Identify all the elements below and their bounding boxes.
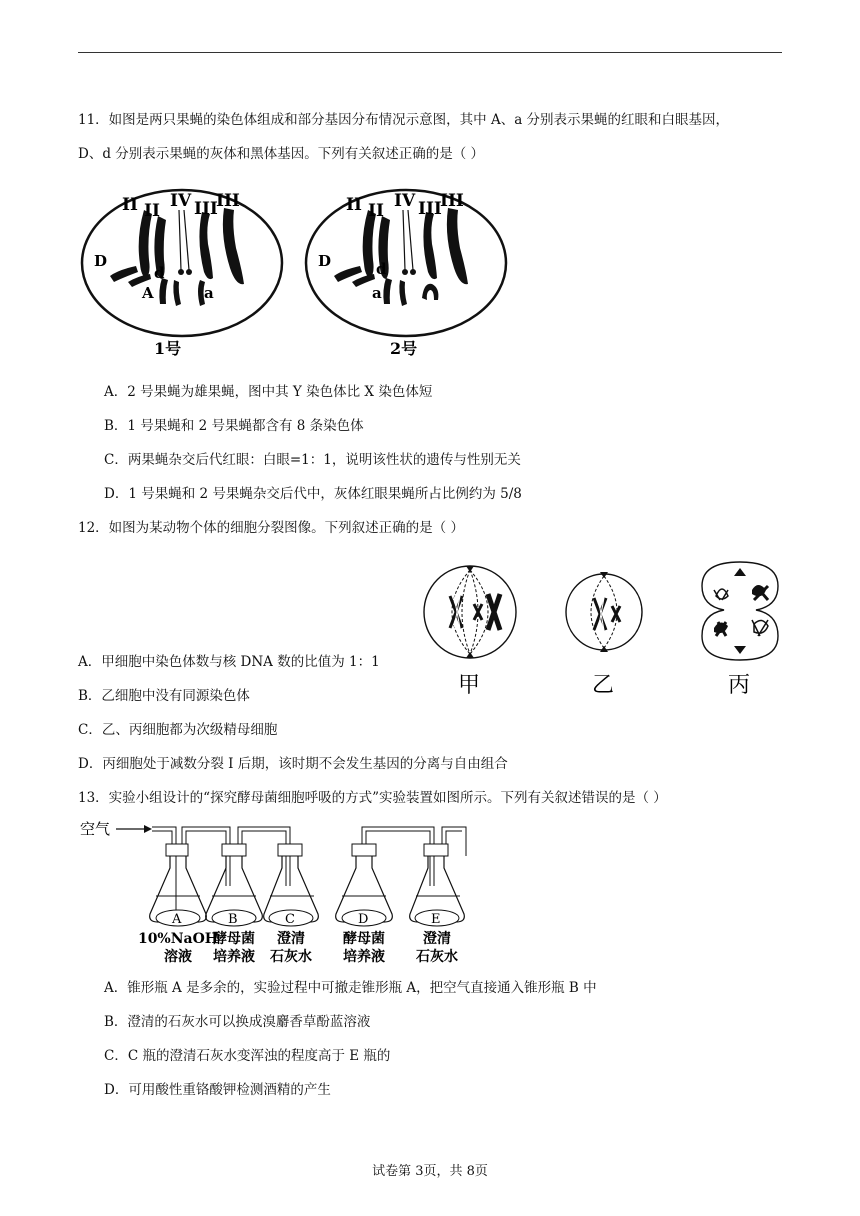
q11-stem-line1: 11．如图是两只果蝇的染色体组成和部分基因分布情况示意图，其中 A、a 分别表示果蝇的红眼和白眼基因，: [78, 112, 730, 128]
cell-bing: [702, 562, 778, 698]
q11-option-b: B．1 号果蝇和 2 号果蝇都含有 8 条染色体: [104, 418, 364, 434]
flask-c-caption-2: 石灰水: [270, 949, 312, 965]
flask-a-letter: A: [172, 912, 182, 927]
cell1-gene-d: d: [154, 264, 165, 282]
cell2-label-IV: IV: [394, 191, 416, 211]
cell1-gene-D: D: [94, 252, 108, 270]
cell-jia: [424, 566, 516, 698]
cell2-gene-a: a: [372, 284, 382, 302]
page-footer: 试卷第 3页，共 8页: [372, 1164, 488, 1179]
q12-option-b: B．乙细胞中没有同源染色体: [78, 688, 250, 704]
q12-cell-division-figure: [416, 560, 786, 700]
flask-c-letter: C: [285, 912, 295, 927]
cell1-label-IV: IV: [170, 191, 192, 211]
q11-chromosome-figure: [78, 186, 518, 361]
q12-stem: 12．如图为某动物个体的细胞分裂图像。下列叙述正确的是（ ）: [78, 520, 464, 536]
flask-d: [336, 844, 393, 927]
q13-stem: 13．实验小组设计的“探究酵母菌细胞呼吸的方式”实验装置如图所示。下列有关叙述错误的是（ ）: [78, 790, 667, 806]
flask-d-caption-2: 培养液: [343, 949, 385, 965]
cell2-gene-d: d: [376, 260, 387, 278]
cell-yi: [566, 572, 642, 698]
cell-2: [306, 190, 506, 358]
q12-option-c: C．乙、丙细胞都为次级精母细胞: [78, 722, 278, 738]
cell1-caption: 1号: [154, 339, 182, 358]
flask-e: [410, 844, 465, 927]
flask-b: [206, 844, 263, 927]
cell2-label-II-a: II: [346, 195, 362, 215]
q12-option-a: A．甲细胞中染色体数与核 DNA 数的比值为 1：1: [78, 654, 380, 670]
cell2-gene-D: D: [318, 252, 332, 270]
cell1-gene-A: A: [142, 284, 154, 302]
cell1-label-II-b: II: [144, 201, 160, 221]
flask-e-letter: E: [431, 912, 441, 927]
flask-a-caption-1: 10%NaOH: [137, 931, 219, 947]
q11-option-a: A．2 号果蝇为雄果蝇，图中其 Y 染色体比 X 染色体短: [104, 384, 433, 400]
label-jia: 甲: [458, 673, 481, 698]
cell1-label-II-a: II: [122, 195, 138, 215]
flask-b-letter: B: [228, 912, 238, 927]
flask-b-caption-1: 酵母菌: [213, 931, 255, 947]
cell2-label-III-a: III: [418, 199, 442, 219]
q13-apparatus-figure: [78, 816, 478, 970]
flask-a-caption-2: 溶液: [164, 949, 192, 965]
q11-stem-line2: D、d 分别表示果蝇的灰体和黑体基因。下列有关叙述正确的是（ ）: [78, 146, 485, 162]
cell-1: [82, 190, 282, 358]
label-yi: 乙: [592, 673, 615, 698]
q13-option-d: D．可用酸性重铬酸钾检测酒精的产生: [104, 1082, 331, 1098]
cell1-label-III-a: III: [194, 199, 218, 219]
flask-e-caption-1: 澄清: [423, 931, 451, 947]
q13-option-a: A．锥形瓶 A 是多余的，实验过程中可撤走锥形瓶 A，把空气直接通入锥形瓶 B 中: [104, 980, 597, 996]
flask-c-caption-1: 澄清: [277, 931, 305, 947]
label-bing: 丙: [728, 673, 751, 698]
header-rule: [78, 52, 782, 53]
q12-option-d: D．丙细胞处于减数分裂 I 后期，该时期不会发生基因的分离与自由组合: [78, 756, 508, 772]
air-label: 空气: [80, 820, 111, 838]
cell2-label-II-b: II: [368, 201, 384, 221]
flask-d-letter: D: [358, 912, 369, 927]
cell2-label-III-b: III: [440, 191, 464, 211]
flask-a: [150, 844, 207, 927]
flask-d-caption-1: 酵母菌: [343, 931, 385, 947]
flask-c: [264, 844, 319, 927]
flask-b-caption-2: 培养液: [213, 949, 255, 965]
cell2-caption: 2号: [390, 339, 418, 358]
cell1-label-III-b: III: [216, 191, 240, 211]
q11-option-c: C．两果蝇杂交后代红眼：白眼=1：1，说明该性状的遗传与性别无关: [104, 452, 521, 468]
q13-option-b: B．澄清的石灰水可以换成溴麝香草酚蓝溶液: [104, 1014, 371, 1030]
cell1-gene-a: a: [204, 284, 214, 302]
q13-option-c: C．C 瓶的澄清石灰水变浑浊的程度高于 E 瓶的: [104, 1048, 391, 1064]
q11-option-d: D．1 号果蝇和 2 号果蝇杂交后代中，灰体红眼果蝇所占比例约为 5/8: [104, 486, 522, 502]
flask-e-caption-2: 石灰水: [416, 949, 458, 965]
